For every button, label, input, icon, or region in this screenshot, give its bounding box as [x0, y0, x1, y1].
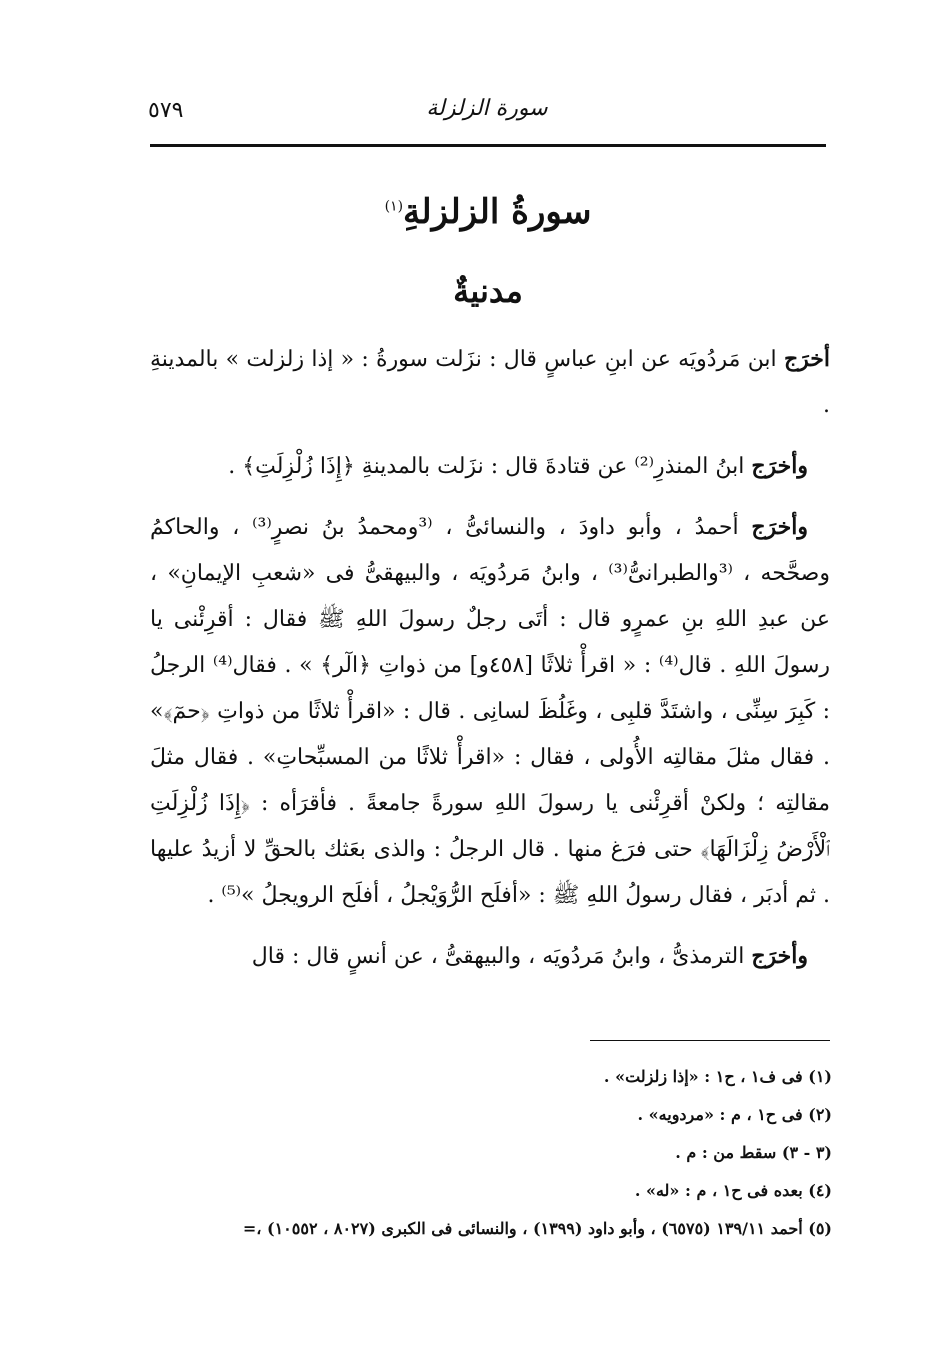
- running-title: سورة الزلزلة: [426, 96, 548, 121]
- footnote: (١) فى ف١ ، ح١ : «إذا زلزلت» .: [603, 1067, 832, 1086]
- paragraph-text: ابنُ المنذرِ⁽²⁾ عن قتادةَ قال : نزَلت بالمدينةِ ﴿إِذَا زُلْزِلَتِ﴾ .: [228, 454, 752, 479]
- footnotes: [150, 1058, 832, 1248]
- surah-title: [150, 192, 826, 232]
- paragraph: [150, 933, 830, 980]
- paragraph: [150, 443, 830, 490]
- paragraph: [150, 336, 830, 429]
- surah-title-note: (١): [384, 198, 404, 215]
- paragraph-text: الترمذىُّ ، وابنُ مَردُويَه ، والبيهقىُّ ، عن أنسٍ قال : قال: [251, 944, 752, 969]
- main-text: [150, 336, 830, 994]
- paragraph-text: أحمدُ ، وأبو داودَ ، والنسائىُّ ، ⁽³ومحمدُ بنُ نصرٍ⁽³⁾ ، والحاكمُ وصحَّحه ، ⁽³والطبرانىُّ⁽³⁾ ، وابنُ مَردُويَه ، والبيهقىُّ فى «شعبِ الإيمانِ» ، عن عبدِ اللهِ بنِ عمرٍو قال : أتَى رجلٌ رسولَ اللهِ ﷺ فقال : أقرِئْنى يا رسولَ اللهِ . قال⁽⁴⁾ : « اقرأْ ثلاثًا [٤٥٨و] من ذواتِ ﴿الٓر﴾ » . فقال⁽⁴⁾ الرجلُ : كَبِرَ سِنِّى ، واشتَدَّ قلبِى ، وغَلُظَ لسانِى . قال : «اقرأْ ثلاثًا من ذواتِ ﴿حمٓ﴾» . فقال مثلَ مقالتِه الأُولى ، فقال : «اقرأْ ثلاثًا من المسبِّحاتِ» . فقال مثلَ مقالتِه ؛ ولكنْ أقرِئْنى يا رسولَ اللهِ سورةً جامعةً . فأقرَأه : ﴿إِذَا زُلْزِلَتِ ٱلْأَرْضُ زِلْزَالَهَا﴾ حتى فرَغ منها . قال الرجلُ : والذى بعَثك بالحقِّ لا أزيدُ عليها . ثم أدبَر ، فقال رسولُ اللهِ ﷺ : «أفلَح الرُّوَيْجلُ ، أفلَح الرويجلُ »⁽⁵⁾ .: [150, 515, 830, 908]
- paragraph: [150, 504, 830, 919]
- paragraph-opener: أخرَج: [783, 346, 830, 372]
- header-rule: [150, 144, 826, 147]
- paragraph-text: ابن مَردُويَه عن ابنِ عباسٍ قال : نزَلت سورةُ : « إذا زلزلت » بالمدينةِ .: [150, 347, 830, 418]
- page-header: [148, 96, 826, 136]
- surah-title-text: سورةُ الزلزلةِ: [403, 192, 592, 232]
- paragraph-opener: وأخرَج: [751, 514, 808, 540]
- footnote-rule: [590, 1040, 830, 1041]
- paragraph-opener: وأخرَج: [751, 943, 808, 969]
- page-number: ٥٧٩: [148, 98, 184, 123]
- surah-subtitle: مدنيةٌ: [453, 272, 523, 310]
- footnote: (٤) بعده فى ح١ ، م : «له» .: [634, 1181, 832, 1200]
- footnote: (٢) فى ح١ ، م : «مردويه» .: [637, 1105, 832, 1124]
- footnote: (٣ - ٣) سقط من : م .: [675, 1143, 832, 1162]
- paragraph-opener: وأخرَج: [751, 453, 808, 479]
- footnote: (٥) أحمد ١٣٩/١١ (٦٥٧٥) ، وأبو داود (١٣٩٩) ، والنسائى فى الكبرى (٨٠٢٧ ، ١٠٥٥٢) ،=: [242, 1219, 832, 1238]
